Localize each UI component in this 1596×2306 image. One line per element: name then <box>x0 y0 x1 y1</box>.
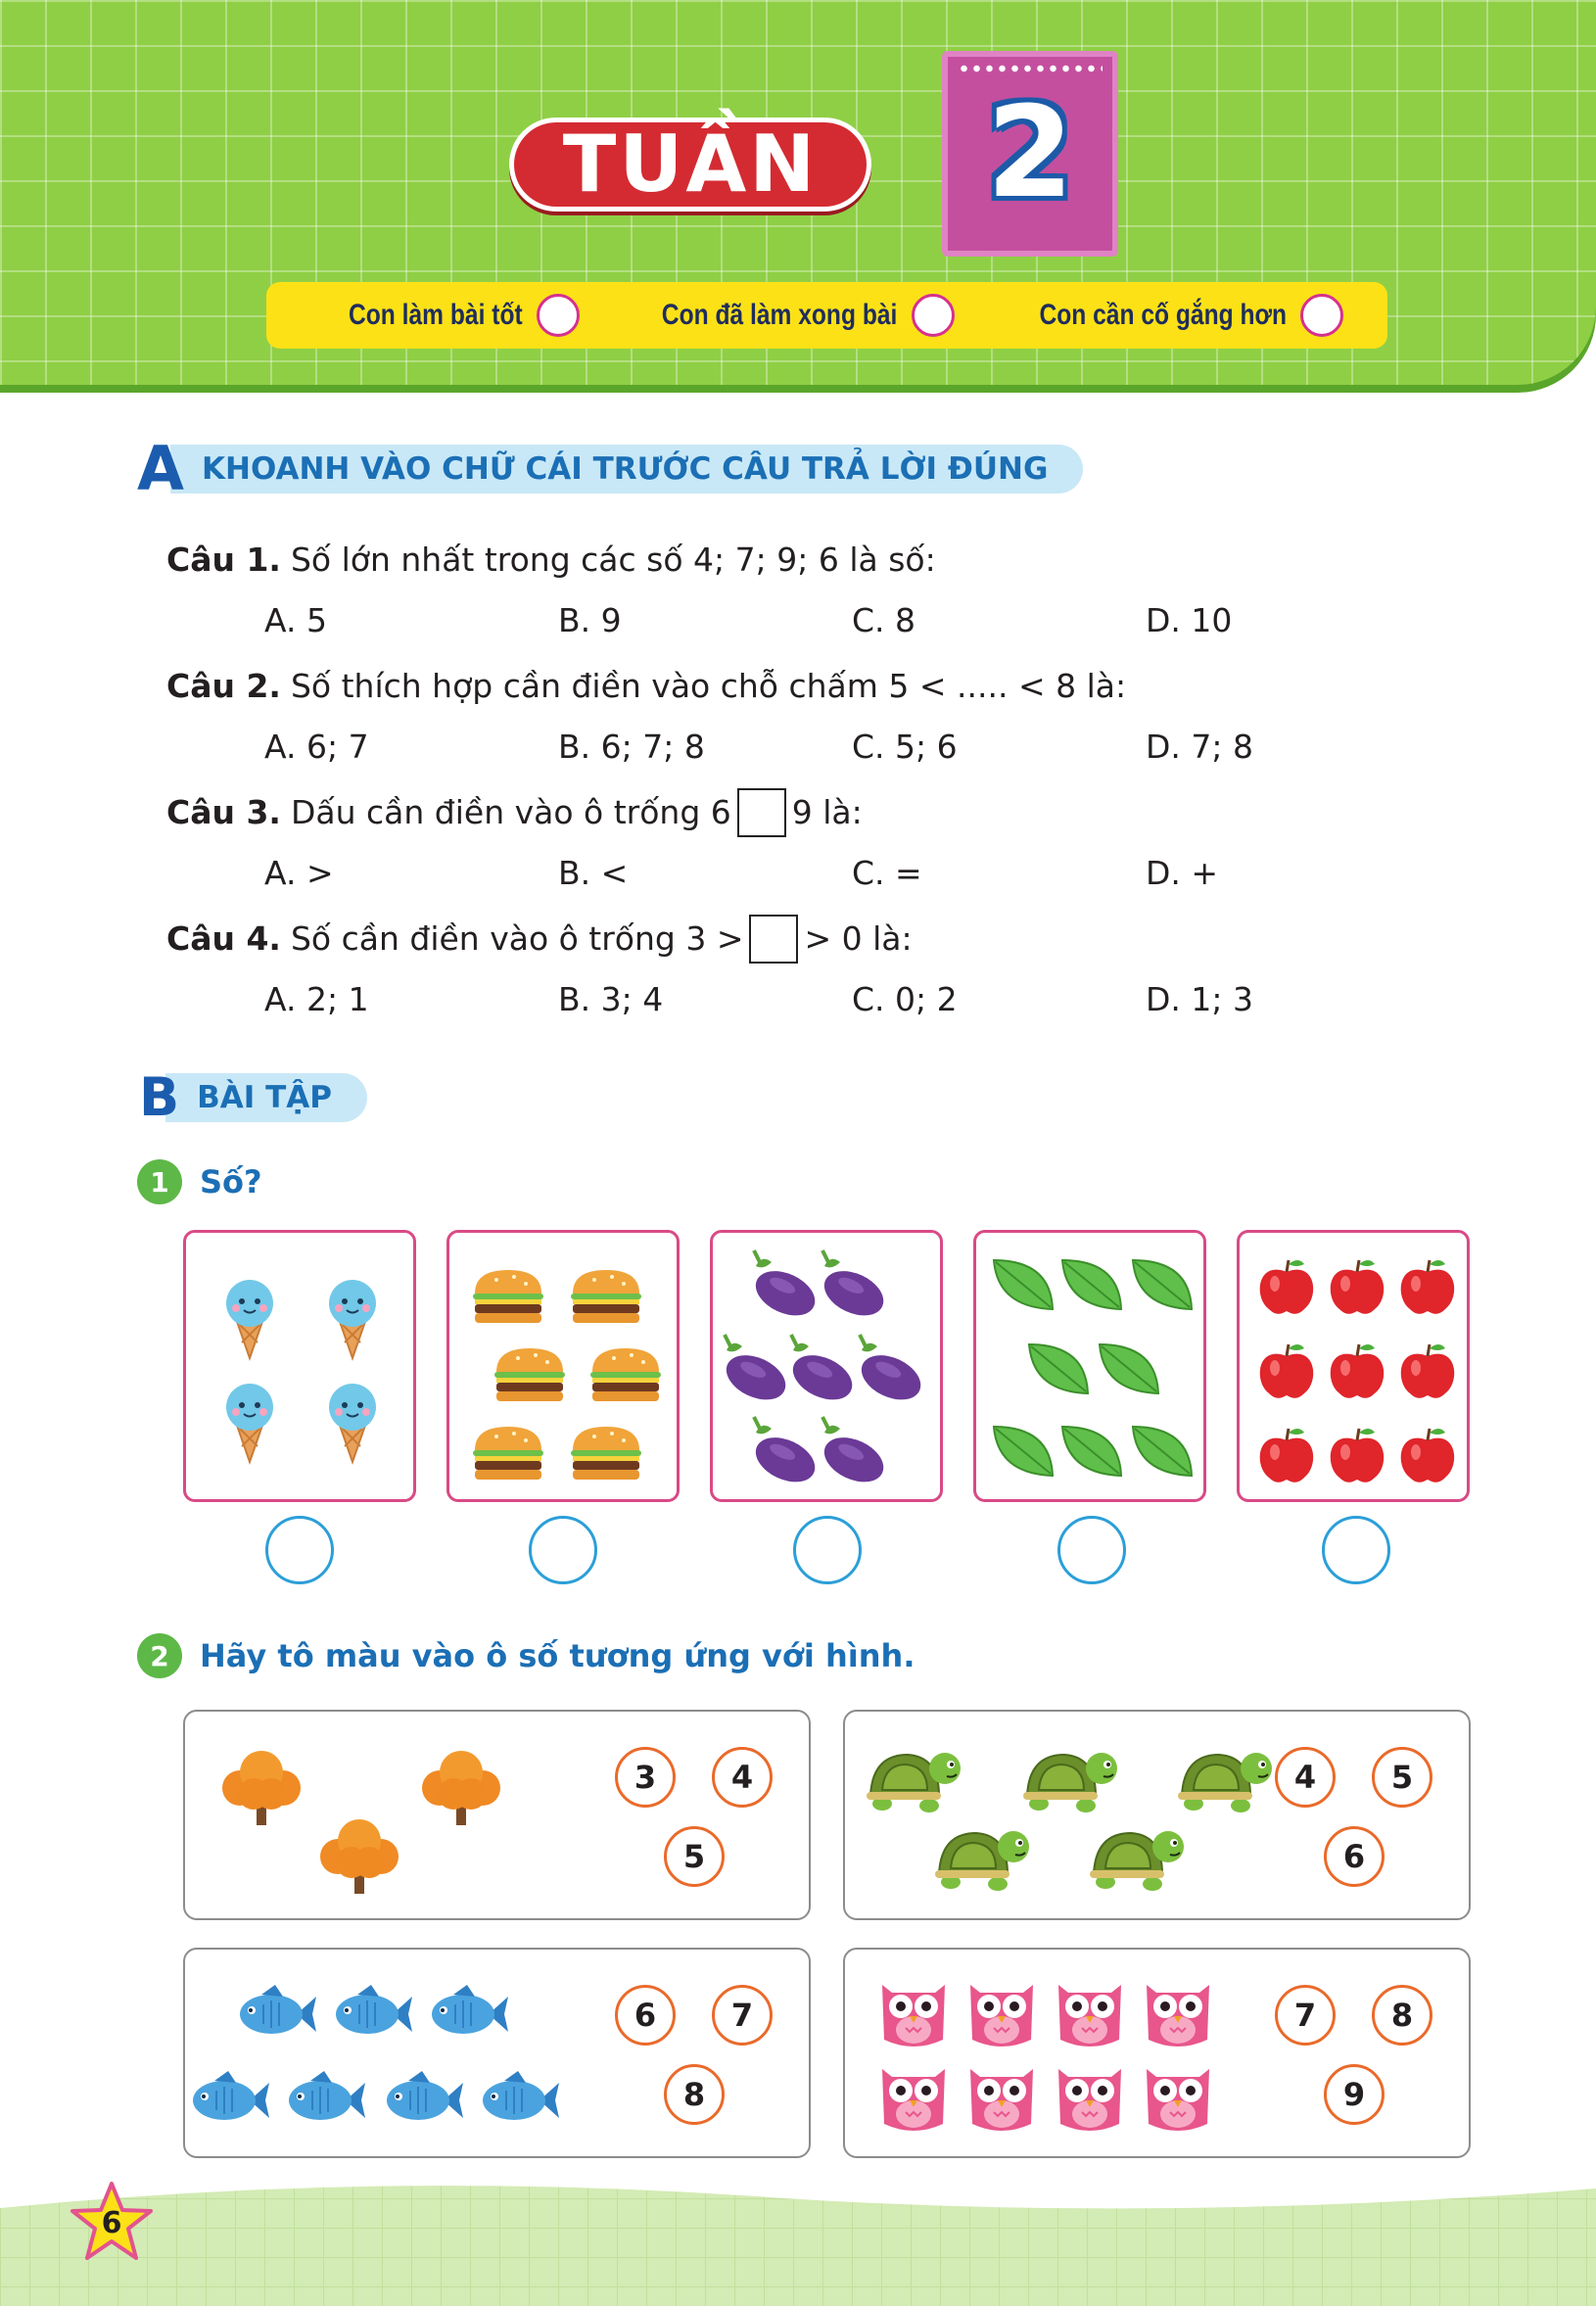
color-box-turtle <box>843 1710 1471 1920</box>
answer-options <box>264 978 1439 1021</box>
burger-icons <box>449 1233 682 1505</box>
option-a[interactable]: A. > <box>264 854 334 892</box>
question-label: Câu 1. <box>166 541 281 579</box>
question-text: Số lớn nhất trong các số 4; 7; 9; 6 là số: <box>290 541 936 579</box>
choice-circle[interactable]: 7 <box>712 1985 773 2046</box>
choice-circle[interactable]: 5 <box>664 1826 725 1887</box>
footer-wave <box>0 2169 1596 2306</box>
ice-cream-icons <box>186 1233 419 1505</box>
choice-circle[interactable]: 4 <box>712 1747 773 1808</box>
tree-icons <box>185 1712 577 1922</box>
blank-box[interactable] <box>737 788 786 837</box>
section-title: KHOANH VÀO CHỮ CÁI TRƯỚC CÂU TRẢ LỜI ĐÚNG <box>201 451 1049 487</box>
rating-label: Con làm bài tốt <box>349 299 524 331</box>
choice-circle[interactable]: 9 <box>1324 2064 1385 2125</box>
answer-circle[interactable] <box>529 1516 597 1584</box>
rating-done <box>610 294 954 337</box>
section-a-heading <box>137 433 1083 504</box>
turtle-icons <box>845 1712 1276 1922</box>
question-4 <box>166 918 1439 1021</box>
option-a[interactable]: A. 6; 7 <box>264 728 369 766</box>
exercise-title: Số? <box>200 1163 262 1200</box>
color-box-owl <box>843 1948 1471 2158</box>
choice-circle[interactable]: 8 <box>1372 1985 1432 2046</box>
week-number-card <box>942 51 1118 257</box>
option-a[interactable]: A. 2; 1 <box>264 980 369 1018</box>
blank-box[interactable] <box>749 915 798 964</box>
option-a[interactable]: A. 5 <box>264 601 327 639</box>
choice-circle[interactable]: 7 <box>1275 1985 1336 2046</box>
rating-label: Con đã làm xong bài <box>661 299 898 331</box>
color-box-tree <box>183 1710 811 1920</box>
exercise-title: Hãy tô màu vào ô số tương ứng với hình. <box>200 1637 915 1674</box>
section-band <box>165 1073 367 1122</box>
count-box-eggplant <box>710 1230 943 1502</box>
question-text: Số cần điền vào ô trống 3 > <box>290 919 744 958</box>
option-d[interactable]: D. 1; 3 <box>1146 980 1253 1018</box>
option-b[interactable]: B. 3; 4 <box>558 980 664 1018</box>
leaf-icons <box>976 1233 1209 1505</box>
exercise-2-heading <box>137 1633 915 1678</box>
option-b[interactable]: B. 9 <box>558 601 622 639</box>
choice-circle[interactable]: 8 <box>664 2064 725 2125</box>
rating-label: Con cần cố gắng hơn <box>1038 299 1287 331</box>
exercise-1-heading <box>137 1159 262 1204</box>
color-box-fish <box>183 1948 811 2158</box>
count-box-ice-cream <box>183 1230 416 1502</box>
answer-circle[interactable] <box>265 1516 334 1584</box>
option-c[interactable]: C. 8 <box>852 601 916 639</box>
rating-checkbox[interactable] <box>912 294 955 337</box>
exercise-number: 1 <box>137 1159 182 1204</box>
fish-icons <box>185 1950 596 2160</box>
rating-good <box>310 294 580 337</box>
page-number: 6 <box>101 2205 122 2240</box>
option-c[interactable]: C. 5; 6 <box>852 728 958 766</box>
answer-circle[interactable] <box>1322 1516 1390 1584</box>
question-1 <box>166 539 1439 642</box>
option-d[interactable]: D. + <box>1146 854 1219 892</box>
rating-checkbox[interactable] <box>537 294 580 337</box>
count-box-burger <box>446 1230 680 1502</box>
answer-circle[interactable] <box>1057 1516 1126 1584</box>
count-box-apple <box>1237 1230 1470 1502</box>
question-text: Dấu cần điền vào ô trống 6 <box>290 793 731 831</box>
option-d[interactable]: D. 10 <box>1146 601 1233 639</box>
section-letter: A <box>137 433 184 504</box>
eggplant-icons <box>713 1233 946 1505</box>
apple-icons <box>1240 1233 1473 1505</box>
question-3 <box>166 791 1439 895</box>
week-number: 2 <box>986 80 1074 226</box>
choice-circle[interactable]: 3 <box>615 1747 676 1808</box>
choice-circle[interactable]: 6 <box>1324 1826 1385 1887</box>
option-c[interactable]: C. = <box>852 854 922 892</box>
question-label: Câu 4. <box>166 919 281 958</box>
tuan-badge <box>509 118 871 212</box>
option-c[interactable]: C. 0; 2 <box>852 980 958 1018</box>
tuan-label: TUẦN <box>562 118 819 210</box>
rating-try-harder <box>985 294 1343 337</box>
question-label: Câu 2. <box>166 667 281 705</box>
section-band <box>170 445 1083 494</box>
count-box-leaf <box>973 1230 1206 1502</box>
rating-checkbox[interactable] <box>1300 294 1343 337</box>
page-header <box>0 0 1596 385</box>
notepad-rings-icon <box>958 63 1103 74</box>
question-text-after: 9 là: <box>791 793 863 831</box>
self-rating-bar <box>266 282 1387 349</box>
question-text: Số thích hợp cần điền vào chỗ chấm 5 < ..... < 8 là: <box>290 667 1127 705</box>
exercise-number: 2 <box>137 1633 182 1678</box>
answer-circle[interactable] <box>793 1516 862 1584</box>
section-b-heading <box>139 1066 367 1128</box>
answer-options <box>264 852 1439 895</box>
option-d[interactable]: D. 7; 8 <box>1146 728 1253 766</box>
question-2 <box>166 665 1439 769</box>
question-text-after: > 0 là: <box>804 919 913 958</box>
owl-icons <box>845 1950 1256 2160</box>
choice-circle[interactable]: 6 <box>615 1985 676 2046</box>
option-b[interactable]: B. 6; 7; 8 <box>558 728 705 766</box>
section-letter: B <box>139 1066 180 1128</box>
option-b[interactable]: B. < <box>558 854 629 892</box>
answer-options <box>264 726 1439 769</box>
answer-options <box>264 599 1439 642</box>
choice-circle[interactable]: 4 <box>1275 1747 1336 1808</box>
choice-circle[interactable]: 5 <box>1372 1747 1432 1808</box>
section-title: BÀI TẬP <box>197 1080 332 1115</box>
question-label: Câu 3. <box>166 793 281 831</box>
